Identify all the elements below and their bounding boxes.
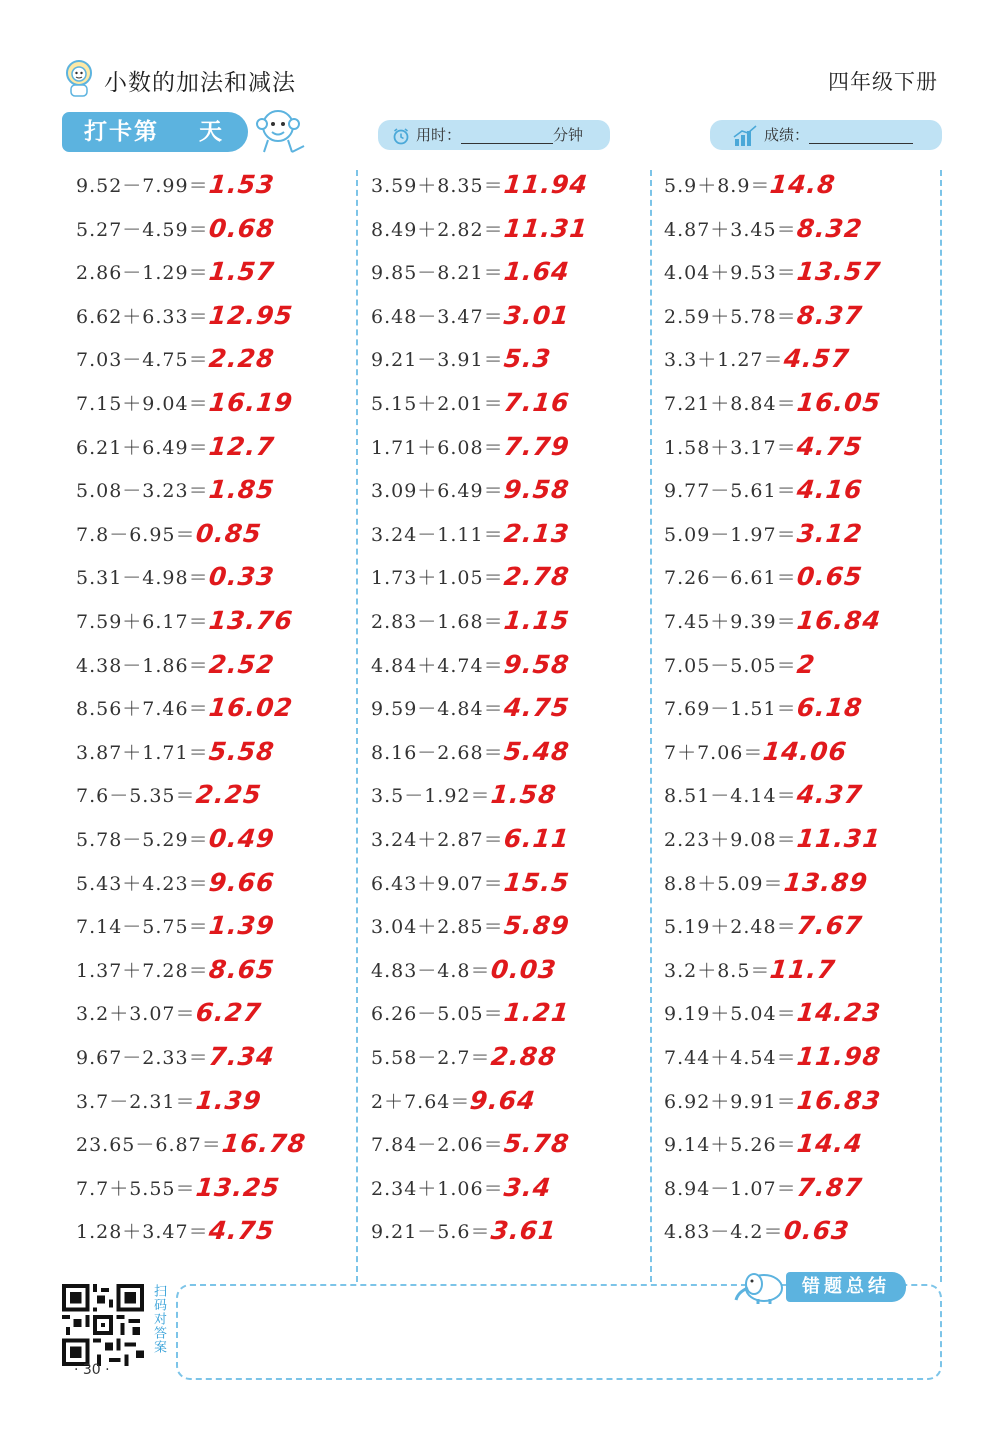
exercise-question: 9.67－2.33＝	[76, 1047, 209, 1069]
handwritten-answer: 7.67	[795, 911, 864, 941]
exercise-row	[76, 1173, 280, 1216]
handwritten-answer: 0.85	[194, 518, 263, 548]
handwritten-answer: 1.64	[502, 257, 571, 287]
handwritten-answer: 13.89	[782, 867, 870, 897]
handwritten-answer: 11.98	[795, 1042, 883, 1071]
handwritten-answer: 14.8	[768, 170, 838, 199]
exercise-question: 8.16－2.68＝	[371, 741, 504, 764]
handwritten-answer: 2.88	[489, 1042, 558, 1071]
exercise-row	[664, 911, 862, 954]
exercise-question: 6.92＋9.91＝	[664, 1090, 797, 1113]
exercise-row	[664, 388, 881, 431]
exercise-question: 2.83－1.68＝	[371, 611, 504, 633]
handwritten-answer: 16.19	[207, 388, 295, 417]
exercise-row	[76, 606, 293, 649]
exercise-row	[664, 214, 862, 257]
handwritten-answer: 13.25	[194, 1172, 282, 1202]
exercise-question: 4.83－4.2＝	[664, 1221, 784, 1244]
exercise-question: 4.83－4.8＝	[371, 959, 491, 982]
handwritten-answer: 0.68	[207, 213, 276, 243]
qr-code-icon[interactable]	[62, 1284, 144, 1366]
exercise-row	[371, 432, 569, 475]
handwritten-answer: 5.48	[502, 736, 571, 766]
exercise-question: 7.84－2.06＝	[371, 1134, 504, 1157]
handwritten-answer: 9.66	[207, 867, 276, 897]
handwritten-answer: 3.01	[502, 300, 571, 330]
handwritten-answer: 0.03	[489, 954, 558, 984]
exercise-row	[371, 998, 569, 1041]
column-divider	[940, 170, 942, 1282]
handwritten-answer: 4.75	[207, 1216, 276, 1246]
exercise-question: 7.21＋8.84＝	[664, 393, 797, 415]
exercise-question: 9.21－3.91＝	[371, 349, 504, 372]
handwritten-answer: 8.37	[795, 300, 864, 330]
exercise-question: 5.78－5.29＝	[76, 829, 209, 851]
exercise-question: 7.44＋4.54＝	[664, 1047, 797, 1069]
exercise-question: 7.8－6.95＝	[76, 523, 196, 546]
exercise-row	[76, 1086, 261, 1129]
handwritten-answer: 2.52	[207, 649, 276, 679]
exercise-row	[76, 301, 293, 344]
handwritten-answer: 7.16	[502, 388, 571, 417]
column-divider	[650, 170, 652, 1282]
exercise-row	[371, 214, 588, 257]
exercise-row	[76, 911, 274, 954]
elephant-mascot-icon	[732, 1266, 788, 1306]
exercise-question: 4.38－1.86＝	[76, 654, 209, 677]
exercise-row	[76, 780, 261, 823]
handwritten-answer: 0.63	[782, 1216, 851, 1246]
exercise-question: 5.27－4.59＝	[76, 218, 209, 241]
score-label: 成绩：	[764, 126, 810, 144]
handwritten-answer: 16.83	[795, 1085, 883, 1115]
exercise-question: 3.7－2.31＝	[76, 1090, 196, 1113]
exercise-question: 9.21－5.6＝	[371, 1221, 491, 1244]
exercise-question: 5.19＋2.48＝	[664, 916, 797, 939]
handwritten-answer: 6.27	[194, 998, 263, 1028]
handwritten-answer: 5.89	[502, 911, 571, 941]
exercise-row	[664, 1086, 881, 1129]
exercise-question: 5.15＋2.01＝	[371, 393, 504, 415]
exercise-question: 9.19＋5.04＝	[664, 1003, 797, 1026]
exercise-question: 3.04＋2.85＝	[371, 916, 504, 939]
exercise-row	[664, 301, 862, 344]
exercise-question: 1.71＋6.08＝	[371, 436, 504, 459]
exercise-question: 7＋7.06＝	[664, 741, 764, 764]
exercise-question: 7.59＋6.17＝	[76, 611, 209, 633]
exercise-question: 3.87＋1.71＝	[76, 741, 209, 764]
exercise-question: 5.31－4.98＝	[76, 567, 209, 590]
handwritten-answer: 8.32	[795, 213, 864, 243]
exercise-question: 5.43＋4.23＝	[76, 872, 209, 895]
handwritten-answer: 3.4	[502, 1172, 553, 1202]
handwritten-answer: 2.78	[502, 562, 571, 592]
exercise-question: 9.59－4.84＝	[371, 698, 504, 721]
exercise-row	[664, 650, 815, 693]
exercise-row	[371, 780, 556, 823]
exercise-question: 5.08－3.23＝	[76, 480, 209, 503]
exercise-row	[371, 1216, 556, 1259]
exercise-question: 2.86－1.29＝	[76, 262, 209, 285]
handwritten-answer: 14.23	[795, 998, 883, 1028]
exercise-row	[371, 344, 551, 387]
exercise-question: 4.84＋4.74＝	[371, 654, 504, 677]
checkin-tab	[62, 112, 248, 152]
exercise-row	[371, 1086, 536, 1129]
exercise-question: 5.9＋8.9＝	[664, 175, 771, 197]
exercise-row	[76, 824, 274, 867]
exercise-question: 1.73＋1.05＝	[371, 567, 504, 590]
exercise-question: 9.85－8.21＝	[371, 262, 504, 285]
handwritten-answer: 9.64	[468, 1085, 538, 1115]
handwritten-answer: 0.49	[207, 824, 276, 853]
exercise-row	[371, 693, 569, 736]
handwritten-answer: 2.13	[502, 518, 571, 548]
handwritten-answer: 16.78	[220, 1129, 308, 1159]
handwritten-answer: 4.16	[795, 475, 864, 505]
exercise-row	[664, 432, 862, 475]
handwritten-answer: 1.53	[207, 170, 276, 199]
handwritten-answer: 14.06	[761, 736, 850, 766]
exercise-question: 7.14－5.75＝	[76, 916, 209, 939]
exercise-row	[76, 344, 274, 387]
handwritten-answer: 0.33	[207, 562, 276, 592]
time-label: 用时：	[416, 126, 462, 144]
exercise-row	[76, 868, 274, 911]
handwritten-answer: 3.61	[489, 1216, 558, 1246]
exercise-row	[371, 475, 569, 518]
handwritten-answer: 13.76	[207, 606, 295, 635]
handwritten-answer: 1.85	[207, 475, 276, 505]
exercise-row	[664, 693, 862, 736]
page-header	[0, 0, 1000, 110]
handwritten-answer: 1.39	[194, 1085, 263, 1115]
exercise-question: 6.48－3.47＝	[371, 305, 504, 328]
exercise-question: 6.43＋9.07＝	[371, 872, 504, 895]
exercise-row	[76, 650, 274, 693]
exercise-row	[371, 650, 569, 693]
exercise-row	[371, 606, 569, 649]
exercise-question: 7.03－4.75＝	[76, 349, 209, 372]
exercise-question: 8.56＋7.46＝	[76, 698, 209, 721]
exercise-question: 3.5－1.92＝	[371, 785, 491, 808]
grade-label: 四年级下册	[828, 70, 938, 94]
exercise-row	[664, 780, 862, 823]
qr-label: 扫码对答案	[151, 1284, 166, 1354]
exercise-row	[664, 1173, 862, 1216]
exercise-question: 1.37＋7.28＝	[76, 959, 209, 982]
exercise-row	[76, 955, 274, 998]
exercise-row	[664, 344, 849, 387]
exercise-question: 7.6－5.35＝	[76, 785, 196, 808]
handwritten-answer: 5.58	[207, 736, 276, 766]
handwritten-answer: 12.7	[207, 431, 276, 461]
exercise-question: 2.34＋1.06＝	[371, 1177, 504, 1200]
handwritten-answer: 16.84	[795, 606, 883, 635]
handwritten-answer: 6.11	[502, 824, 571, 853]
exercise-question: 7.15＋9.04＝	[76, 393, 209, 415]
exercise-row	[371, 1042, 556, 1085]
time-input-line[interactable]	[461, 127, 553, 144]
handwritten-answer: 15.5	[502, 867, 571, 897]
score-input-line[interactable]	[809, 127, 913, 144]
exercise-question: 1.28＋3.47＝	[76, 1221, 209, 1244]
exercise-row	[76, 475, 274, 518]
exercise-row	[664, 998, 881, 1041]
exercise-question: 8.94－1.07＝	[664, 1177, 797, 1200]
score-field	[710, 120, 942, 150]
exercise-row	[371, 562, 569, 605]
exercise-row	[664, 868, 868, 911]
handwritten-answer: 8.65	[207, 954, 276, 984]
exercise-row	[371, 257, 569, 300]
exercise-row	[664, 1216, 849, 1259]
exercise-row	[76, 432, 274, 475]
exercise-question: 6.26－5.05＝	[371, 1003, 504, 1026]
exercise-row	[371, 170, 588, 213]
handwritten-answer: 14.4	[795, 1129, 864, 1159]
handwritten-answer: 3.12	[795, 518, 864, 548]
exercise-row	[371, 868, 569, 911]
handwritten-answer: 7.87	[795, 1172, 864, 1202]
exercise-question: 3.3＋1.27＝	[664, 349, 784, 372]
exercise-row	[664, 606, 881, 649]
exercise-row	[371, 737, 569, 780]
bar-chart-icon	[732, 125, 758, 147]
exercise-row	[664, 475, 862, 518]
checkin-suffix: 天	[199, 119, 224, 145]
exercise-row	[371, 1173, 551, 1216]
exercise-question: 9.52－7.99＝	[76, 175, 209, 197]
exercise-row	[76, 737, 274, 780]
handwritten-answer: 2.25	[194, 780, 263, 810]
exercise-question: 3.2＋3.07＝	[76, 1003, 196, 1026]
exercise-row	[371, 388, 569, 431]
handwritten-answer: 2	[795, 649, 817, 679]
exercise-question: 7.7＋5.55＝	[76, 1177, 196, 1200]
exercise-row	[664, 1129, 862, 1172]
exercise-question: 7.26－6.61＝	[664, 567, 797, 590]
exercise-row	[371, 301, 569, 344]
exercise-question: 7.05－5.05＝	[664, 654, 797, 677]
exercise-row	[76, 257, 274, 300]
exercise-row	[664, 955, 836, 998]
exercise-question: 5.58－2.7＝	[371, 1047, 491, 1069]
exercise-question: 8.51－4.14＝	[664, 785, 797, 808]
handwritten-answer: 4.57	[782, 344, 851, 374]
exercise-question: 8.8＋5.09＝	[664, 872, 784, 895]
exercise-row	[76, 998, 261, 1041]
exercise-row	[664, 824, 881, 867]
exercise-row	[371, 911, 569, 954]
exercise-row	[664, 562, 862, 605]
exercise-question: 4.87＋3.45＝	[664, 218, 797, 241]
handwritten-answer: 1.58	[489, 780, 558, 810]
exercise-question: 3.2＋8.5＝	[664, 959, 771, 982]
handwritten-answer: 4.75	[502, 693, 571, 723]
handwritten-answer: 16.05	[795, 388, 883, 417]
exercise-row	[664, 1042, 881, 1085]
exercise-row	[76, 214, 274, 257]
handwritten-answer: 6.18	[795, 693, 864, 723]
handwritten-answer: 1.57	[207, 257, 276, 287]
exercise-row	[76, 1129, 306, 1172]
handwritten-answer: 5.3	[502, 344, 553, 374]
handwritten-answer: 1.15	[502, 606, 571, 635]
exercise-row	[664, 736, 850, 780]
exercise-question: 7.45＋9.39＝	[664, 611, 797, 633]
exercise-question: 2.23＋9.08＝	[664, 829, 797, 851]
handwritten-answer: 11.7	[768, 954, 838, 984]
handwritten-answer: 9.58	[502, 475, 571, 505]
time-field	[378, 120, 610, 150]
handwritten-answer: 0.65	[795, 562, 864, 592]
page-number: · 30 ·	[74, 1362, 110, 1378]
handwritten-answer: 13.57	[795, 257, 883, 287]
exercise-question: 5.09－1.97＝	[664, 523, 797, 546]
handwritten-answer: 9.58	[502, 649, 571, 679]
handwritten-answer: 4.75	[795, 431, 864, 461]
handwritten-answer: 11.31	[795, 824, 883, 853]
exercise-row	[76, 693, 293, 736]
exercise-row	[371, 1129, 569, 1172]
exercise-question: 1.58＋3.17＝	[664, 436, 797, 459]
exercise-question: 6.62＋6.33＝	[76, 305, 209, 328]
time-unit: 分钟	[553, 126, 584, 144]
exercise-question: 3.59＋8.35＝	[371, 175, 504, 197]
handwritten-answer: 11.31	[502, 213, 590, 243]
exercise-question: 3.09＋6.49＝	[371, 480, 504, 503]
exercise-question: 23.65－6.87＝	[76, 1134, 222, 1157]
handwritten-answer: 5.78	[502, 1129, 571, 1159]
exercise-row	[371, 955, 556, 998]
lion-mascot-icon	[62, 58, 96, 98]
handwritten-answer: 1.39	[207, 911, 276, 941]
exercise-question: 9.77－5.61＝	[664, 480, 797, 503]
exercise-row	[371, 824, 569, 867]
exercise-row	[76, 1042, 274, 1085]
exercise-row	[664, 519, 862, 562]
exercise-question: 8.49＋2.82＝	[371, 218, 504, 241]
exercise-question: 9.14＋5.26＝	[664, 1134, 797, 1157]
alarm-clock-icon	[392, 127, 410, 145]
handwritten-answer: 7.79	[502, 431, 571, 461]
exercise-row	[664, 170, 836, 213]
exercise-row	[664, 257, 881, 300]
handwritten-answer: 11.94	[502, 170, 590, 199]
handwritten-answer: 7.34	[207, 1042, 276, 1071]
exercise-row	[76, 562, 274, 605]
handwritten-answer: 1.21	[502, 998, 571, 1028]
exercise-question: 7.69－1.51＝	[664, 698, 797, 721]
column-divider	[356, 170, 358, 1282]
exercise-question: 3.24＋2.87＝	[371, 829, 504, 851]
exercise-question: 3.24－1.11＝	[371, 523, 504, 546]
exercise-row	[371, 519, 569, 562]
exercise-row	[76, 170, 274, 213]
exercise-question: 4.04＋9.53＝	[664, 262, 797, 285]
handwritten-answer: 2.28	[207, 344, 276, 374]
checkin-prefix: 打卡第	[84, 119, 159, 145]
exercise-question: 2＋7.64＝	[371, 1090, 471, 1113]
exercise-row	[76, 1216, 274, 1259]
exercise-question: 2.59＋5.78＝	[664, 305, 797, 328]
exercise-row	[76, 388, 293, 431]
handwritten-answer: 12.95	[207, 300, 295, 330]
monkey-mascot-icon	[252, 106, 308, 156]
handwritten-answer: 16.02	[207, 693, 295, 723]
unit-title: 小数的加法和减法	[104, 70, 296, 96]
exercise-question: 6.21＋6.49＝	[76, 436, 209, 459]
exercise-row	[76, 519, 261, 562]
mistake-summary-title: 错题总结	[786, 1272, 906, 1302]
handwritten-answer: 4.37	[795, 780, 864, 810]
